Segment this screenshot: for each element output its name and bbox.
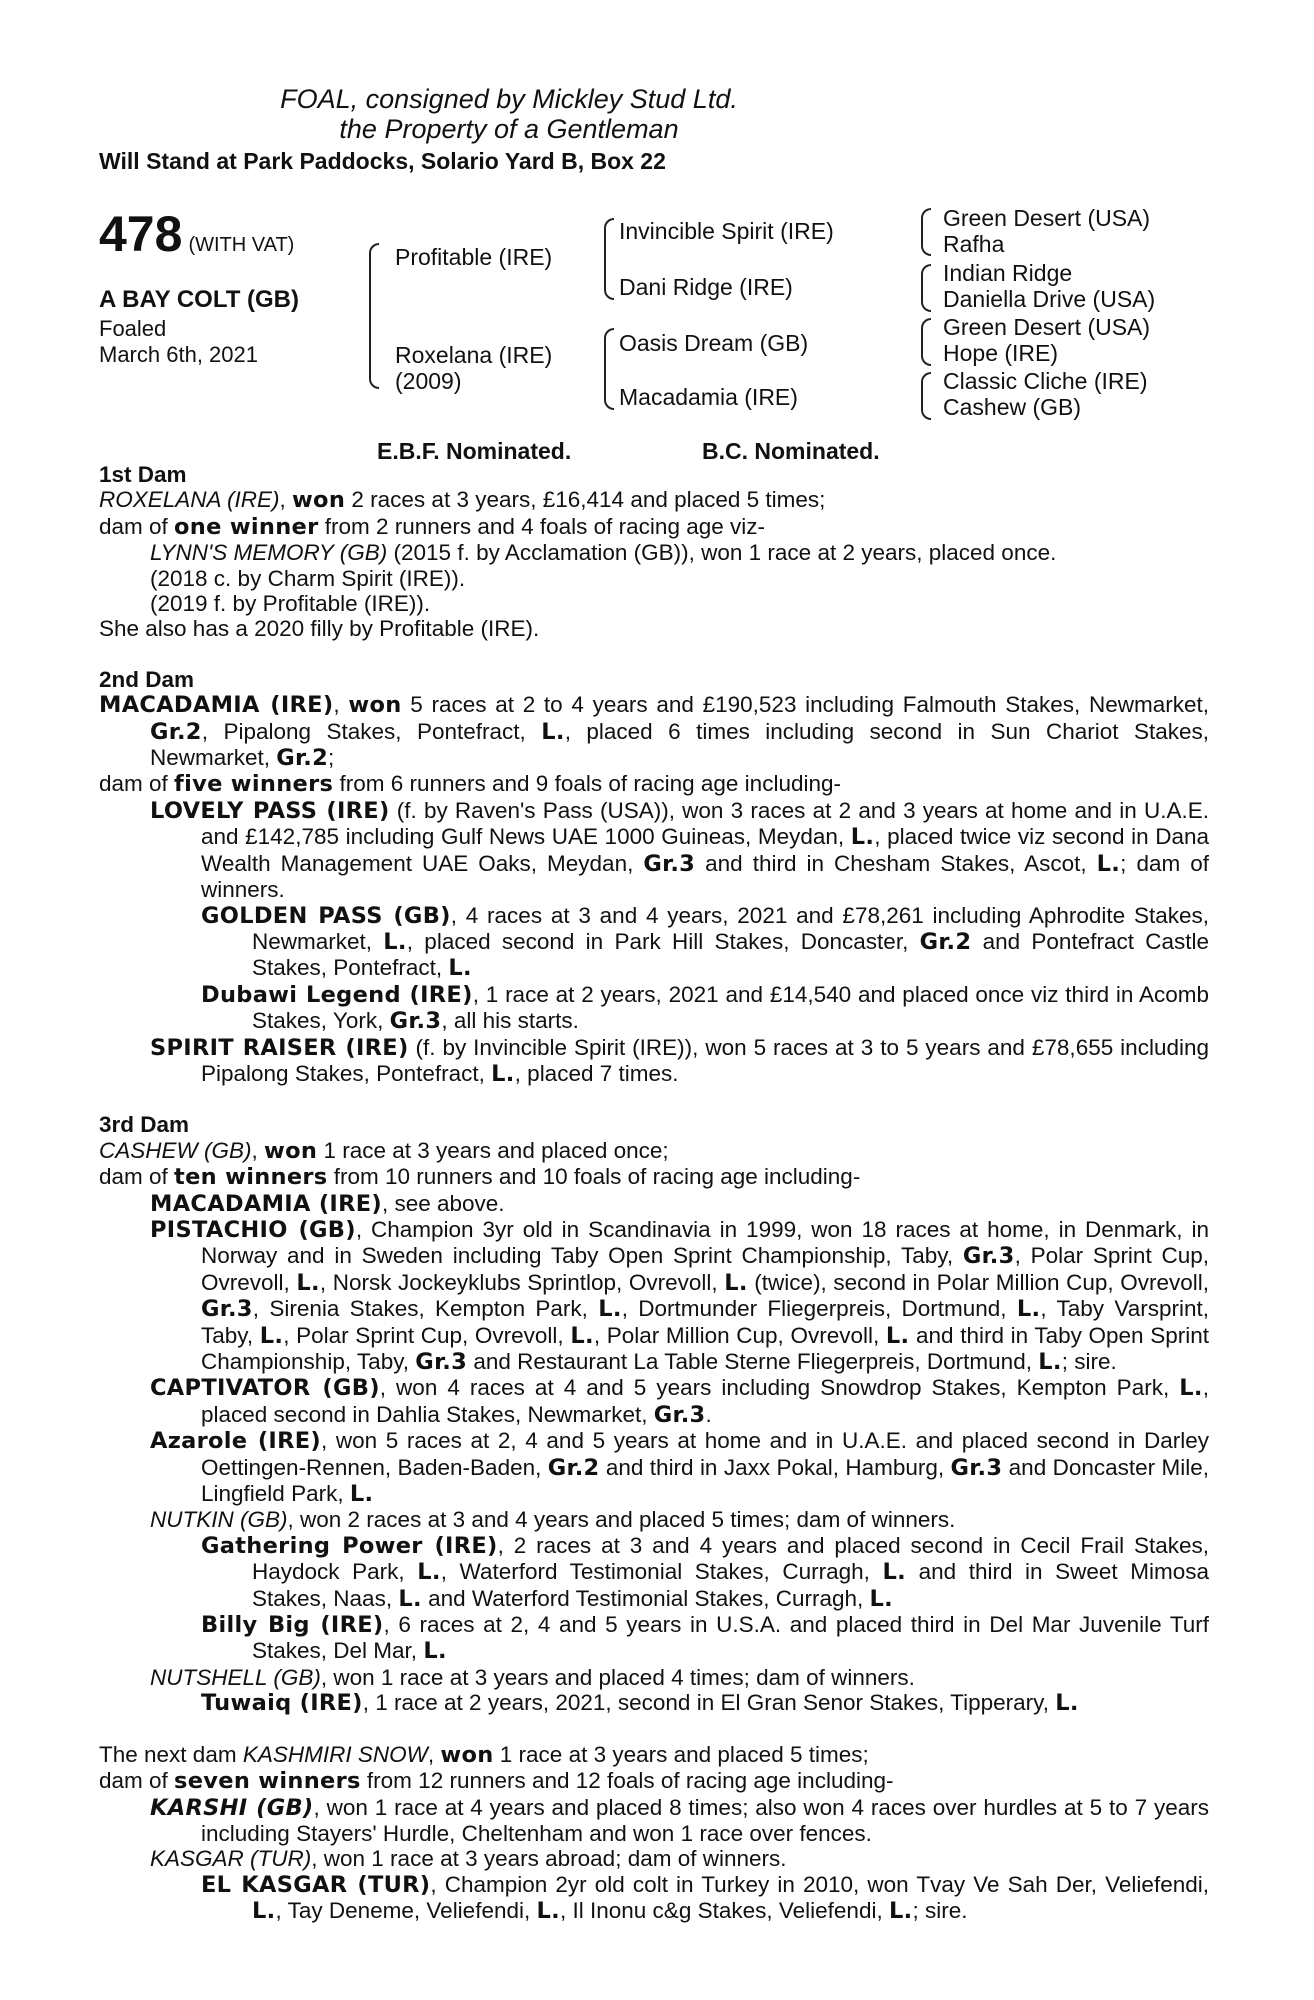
pedigree-gen3-4: Daniella Drive (USA) — [943, 286, 1156, 312]
second-dam-record: MACADAMIA (IRE), won 5 races at 2 to 4 years and £190,523 including Falmouth Stakes, Newmarket, Gr.2, Pipalong Stakes, Pontefract, L., placed 6 times including second in Sun Chariot Stakes, Newmarket, Gr.2; — [99, 692, 1209, 772]
first-dam-produce: LYNN'S MEMORY (GB) (2015 f. by Acclamation (GB)), won 1 race at 2 years, placed once. — [150, 540, 1057, 566]
first-dam-produce: (2019 f. by Profitable (IRE)). — [150, 591, 431, 617]
next-dam-produce-summary: dam of seven winners from 12 runners and 12 foals of racing age including- — [99, 1768, 894, 1795]
pedigree-gen3-5: Green Desert (USA) — [943, 314, 1151, 340]
third-dam-grandproduce: Billy Big (IRE), 6 races at 2, 4 and 5 years in U.S.A. and placed third in Del Mar Juvenile Turf Stakes, Del Mar, L. — [201, 1612, 1209, 1665]
pedigree-bracket-g3a — [921, 208, 931, 256]
second-dam-produce: LOVELY PASS (IRE) (f. by Raven's Pass (USA)), won 3 races at 2 and 3 years at home and in U.A.E. and £142,785 including Gulf News UAE 1000 Guineas, Meydan, L., placed twice viz second in Dana Wealth Management UAE Oaks, Meydan, Gr.3 and third in Chesham Stakes, Ascot, L.; dam of winners. — [150, 797, 1209, 903]
pedigree-bracket-main — [369, 243, 379, 389]
second-dam-grandproduce: GOLDEN PASS (GB), 4 races at 3 and 4 years, 2021 and £78,261 including Aphrodite Stakes, Newmarket, L., placed second in Park Hill Stakes, Doncaster, Gr.2 and Pontefract Castle Stakes, Pontefract, L. — [201, 902, 1210, 982]
pedigree-gen3-3: Indian Ridge — [943, 260, 1073, 286]
foaled-date: March 6th, 2021 — [99, 342, 258, 367]
ebf-nomination: E.B.F. Nominated. — [377, 438, 572, 464]
foaled-info — [99, 316, 258, 368]
bc-nomination: B.C. Nominated. — [702, 438, 880, 464]
next-dam-grandproduce: EL KASGAR (TUR), Champion 2yr old colt in Turkey in 2010, won Tvay Ve Sah Der, Veliefendi, L., Tay Deneme, Veliefendi, L., Il Inonu c&g Stakes, Veliefendi, L.; sire. — [201, 1871, 1209, 1925]
pedigree-bracket-g3c — [921, 318, 931, 366]
next-dam-produce: KARSHI (GB), won 1 race at 4 years and placed 8 times; also won 4 races over hurdles at 5 to 7 years including Stayers' Hurdle, Cheltenham and won 1 race over fences. — [150, 1794, 1209, 1846]
next-dam-record: The next dam KASHMIRI SNOW, won 1 race at 3 years and placed 5 times; — [99, 1741, 869, 1768]
second-dam-produce: SPIRIT RAISER (IRE) (f. by Invincible Spirit (IRE)), won 5 races at 3 to 5 years and £78,655 including Pipalong Stakes, Pontefract, L., placed 7 times. — [150, 1034, 1210, 1087]
pedigree-dam: Roxelana (IRE) — [395, 342, 553, 368]
pedigree-gen3-8: Cashew (GB) — [943, 394, 1082, 420]
property-line: the Property of a Gentleman — [339, 114, 679, 144]
pedigree-gen3-7: Classic Cliche (IRE) — [943, 368, 1148, 394]
third-dam-produce: NUTSHELL (GB), won 1 race at 3 years and placed 4 times; dam of winners. — [150, 1664, 915, 1690]
section-heading-3rd-dam: 3rd Dam — [99, 1112, 190, 1138]
pedigree-dam-year: (2009) — [395, 368, 462, 394]
pedigree-gen3-6: Hope (IRE) — [943, 340, 1059, 366]
third-dam-record: CASHEW (GB), won 1 race at 3 years and placed once; — [99, 1137, 669, 1164]
pedigree-bracket-dam — [604, 328, 614, 410]
third-dam-grandproduce: Gathering Power (IRE), 2 races at 3 and 4 years and placed second in Cecil Frail Stakes, Haydock Park, L., Waterford Testimonial Stakes, Curragh, L. and third in Sweet Mimosa Stakes, Naas, L. and Waterford Testimonial Stakes, Curragh, L. — [201, 1532, 1210, 1612]
pedigree-gen2-3: Oasis Dream (GB) — [619, 330, 809, 356]
pedigree-gen2-1: Invincible Spirit (IRE) — [619, 218, 834, 244]
pedigree-sire: Profitable (IRE) — [395, 244, 553, 270]
pedigree-notes — [99, 462, 1209, 1925]
consignor-line: FOAL, consigned by Mickley Stud Ltd. — [280, 84, 738, 114]
pedigree-bracket-sire — [604, 218, 614, 300]
lot-number: 478 — [99, 206, 183, 262]
pedigree-gen3-1: Green Desert (USA) — [943, 205, 1151, 231]
first-dam-line: ROXELANA (IRE), won 2 races at 3 years, £16,414 and placed 5 times; — [99, 487, 826, 514]
pedigree-bracket-g3b — [921, 264, 931, 312]
lot-number-block — [99, 205, 294, 263]
second-dam-grandproduce: Dubawi Legend (IRE), 1 race at 2 years, 2021 and £14,540 and placed once viz third in Acomb Stakes, York, Gr.3, all his starts. — [201, 981, 1209, 1035]
third-dam-grandproduce: Tuwaiq (IRE), 1 race at 2 years, 2021, second in El Gran Senor Stakes, Tipperary, L. — [201, 1690, 1079, 1717]
horse-name: A BAY COLT (GB) — [99, 286, 300, 313]
third-dam-produce: PISTACHIO (GB), Champion 3yr old in Scandinavia in 1999, won 18 races at home, in Denmark, in Norway and in Sweden including Taby Open Sprint Championship, Taby, Gr.3, Polar Sprint Cup, Ovrevoll, L., Norsk Jockeyklubs Sprintlop, Ovrevoll, L. (twice), second in Polar Million Cup, Ovrevoll, Gr.3, Sirenia Stakes, Kempton Park, L., Dortmunder Fliegerpreis, Dortmund, L., Taby Varsprint, Taby, L., Polar Sprint Cup, Ovrevoll, L., Polar Million Cup, Ovrevoll, L. and third in Taby Open Sprint Championship, Taby, Gr.3 and Restaurant La Table Sterne Fliegerpreis, Dortmund, L.; sire. — [150, 1216, 1210, 1375]
third-dam-produce-summary: dam of ten winners from 10 runners and 10 foals of racing age including- — [99, 1164, 861, 1191]
first-dam-produce-summary: dam of one winner from 2 runners and 4 foals of racing age viz- — [99, 513, 765, 540]
first-dam-produce: (2018 c. by Charm Spirit (IRE)). — [150, 565, 466, 591]
third-dam-produce: Azarole (IRE), won 5 races at 2, 4 and 5 years at home and in U.A.E. and placed second in Darley Oettingen-Rennen, Baden-Baden, Gr.2 and third in Jaxx Pokal, Hamburg, Gr.3 and Doncaster Mile, Lingfield Park, L. — [150, 1428, 1210, 1508]
third-dam-produce: CAPTIVATOR (GB), won 4 races at 4 and 5 years including Snowdrop Stakes, Kempton Park, L., placed second in Dahlia Stakes, Newmarket, Gr.3. — [150, 1375, 1209, 1428]
stand-location: Will Stand at Park Paddocks, Solario Yard B, Box 22 — [99, 148, 666, 174]
section-heading-1st-dam: 1st Dam — [99, 462, 187, 487]
first-dam-note: She also has a 2020 filly by Profitable (IRE). — [99, 616, 540, 642]
foaled-label: Foaled — [99, 316, 167, 341]
vat-label: (WITH VAT) — [188, 234, 295, 256]
third-dam-produce: NUTKIN (GB), won 2 races at 3 and 4 years and placed 5 times; dam of winners. — [150, 1507, 956, 1533]
pedigree-gen2-2: Dani Ridge (IRE) — [619, 274, 793, 300]
pedigree-gen2-4: Macadamia (IRE) — [619, 384, 798, 410]
pedigree-gen3-2: Rafha — [943, 231, 1005, 257]
next-dam-produce: KASGAR (TUR), won 1 race at 3 years abroad; dam of winners. — [150, 1846, 787, 1872]
second-dam-produce-summary: dam of five winners from 6 runners and 9 foals of racing age including- — [99, 771, 841, 798]
pedigree-bracket-g3d — [921, 372, 931, 420]
third-dam-produce: MACADAMIA (IRE), see above. — [150, 1190, 505, 1217]
section-heading-2nd-dam: 2nd Dam — [99, 666, 195, 692]
